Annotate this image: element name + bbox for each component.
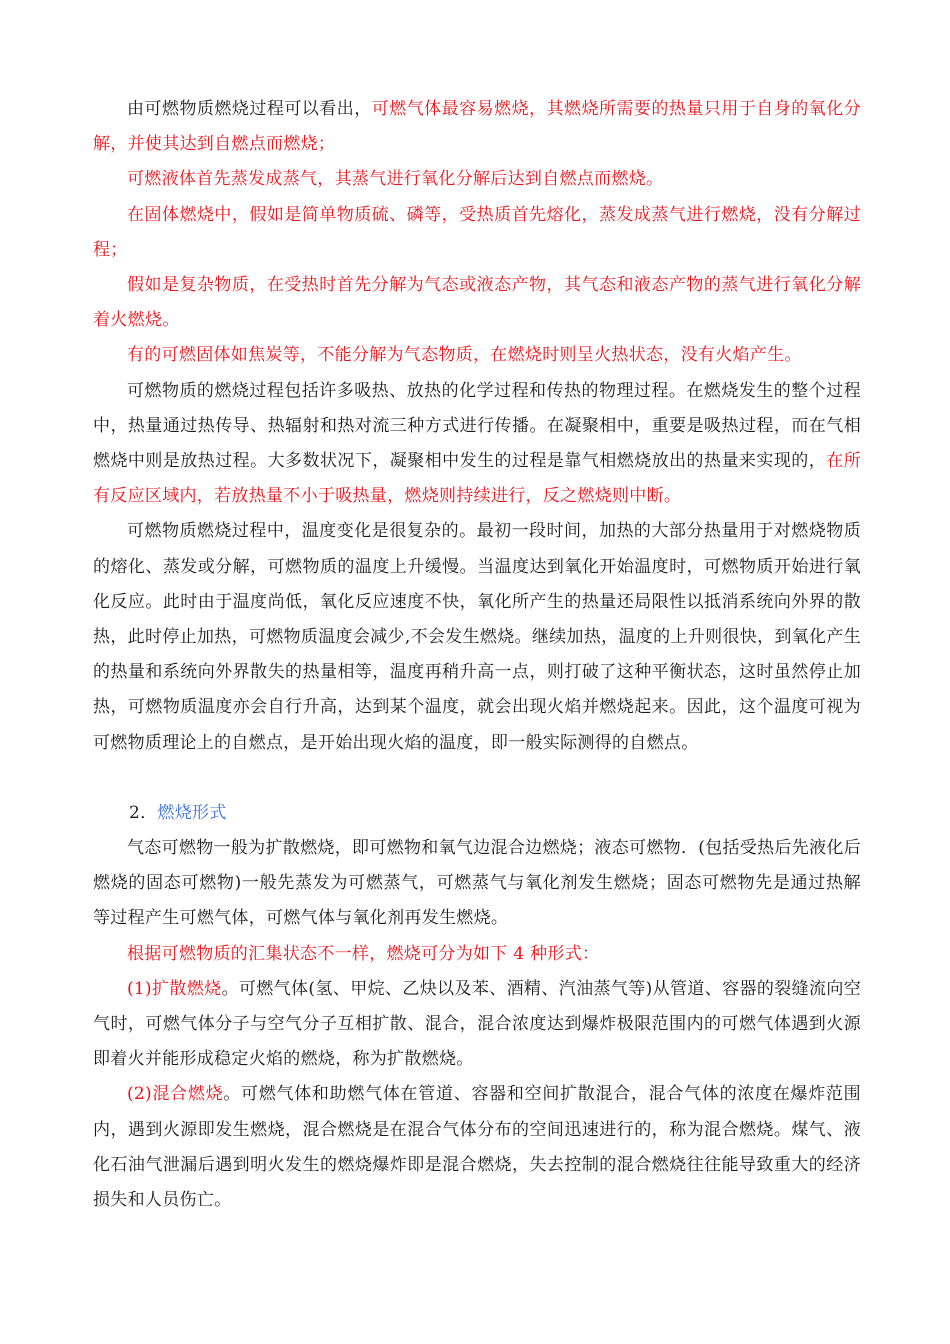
section-title: 燃烧形式 — [157, 802, 227, 823]
section-heading — [93, 796, 861, 831]
paragraph-premixed — [93, 1077, 861, 1218]
paragraph-complex-solid: 假如是复杂物质，在受热时首先分解为气态或液态产物，其气态和液态产物的蒸气进行氧化分解着火燃烧。 — [93, 275, 861, 331]
term-label: (1)扩散燃烧 — [127, 978, 222, 999]
text-highlight: 在所有反应区域内，若放热量不小于吸热量，燃烧则持续进行，反之燃烧则中断。 — [93, 451, 861, 507]
paragraph-forms-overview: 气态可燃物一般为扩散燃烧，即可燃物和氧气边混合边燃烧；液态可燃物．(包括受热后先液化后燃烧的固态可燃物)一般先蒸发为可燃蒸气，可燃蒸气与氧化剂发生燃烧；固态可燃物先是通过热解等过程产生可燃气体，可燃气体与氧化剂再发生燃烧。 — [93, 838, 861, 929]
paragraph-four-forms: 根据可燃物质的汇集状态不一样，燃烧可分为如下 4 种形式： — [127, 943, 600, 964]
term-text: 。可燃气体(氢、甲烷、乙炔以及苯、酒精、汽油蒸气等)从管道、容器的裂缝流向空气时，可燃气体分子与空气分子互相扩散、混合，混合浓度达到爆炸极限范围内的可燃气体遇到火源即着火并能形成稳定火焰的燃烧，称为扩散燃烧。 — [93, 978, 861, 1070]
paragraph-coke: 有的可燃固体如焦炭等，不能分解为气态物质，在燃烧时则呈火热状态，没有火焰产生。 — [127, 345, 802, 366]
text-highlight: 可燃气体最容易燃烧，其燃烧所需要的热量只用于自身的氧化分解，并使其达到自燃点而燃烧； — [93, 99, 861, 155]
text-intro: 由可燃物质燃烧过程可以看出， — [127, 99, 372, 119]
section-number: 2． — [129, 802, 158, 823]
text-body: 可燃物质的燃烧过程包括许多吸热、放热的化学过程和传热的物理过程。在燃烧发生的整个过程中，热量通过热传导、热辐射和热对流三种方式进行传播。在凝聚相中，重要是吸热过程，而在气相燃烧中则是放热过程。大多数状况下，凝聚相中发生的过程是靠气相燃烧放出的热量来实现的， — [93, 380, 861, 472]
paragraph-diffusion — [93, 972, 861, 1078]
paragraph-heat-process — [93, 374, 861, 515]
document-body — [93, 92, 861, 1218]
term-label: (2)混合燃烧 — [127, 1084, 224, 1105]
term-text: 。可燃气体和助燃气体在管道、容器和空间扩散混合，混合气体的浓度在爆炸范围内，遇到火源即发生燃烧，混合燃烧是在混合气体分布的空间迅速进行的，称为混合燃烧。煤气、液化石油气泄漏后遇到明火发生的燃烧爆炸即是混合燃烧，失去控制的混合燃烧往往能导致重大的经济损失和人员伤亡。 — [93, 1084, 861, 1211]
section-spacer — [93, 761, 861, 796]
paragraph-simple-solid: 在固体燃烧中，假如是简单物质硫、磷等，受热质首先熔化，蒸发成蒸气进行燃烧，没有分解过程； — [93, 204, 861, 260]
paragraph-liquid-combustion: 可燃液体首先蒸发成蒸气，其蒸气进行氧化分解后达到自燃点而燃烧。 — [127, 169, 664, 190]
paragraph-gas-combustion — [93, 92, 861, 162]
paragraph-temperature: 可燃物质燃烧过程中，温度变化是很复杂的。最初一段时间，加热的大部分热量用于对燃烧物质的熔化、蒸发或分解，可燃物质的温度上升缓慢。当温度达到氧化开始温度时，可燃物质开始进行氧化反应。此时由于温度尚低，氧化反应速度不快，氧化所产生的热量还局限性以抵消系统向外界的散热，此时停止加热，可燃物质温度会减少,不会发生燃烧。继续加热，温度的上升则很快，到氧化产生的热量和系统向外界散失的热量相等，温度再稍升高一点，则打破了这种平衡状态，这时虽然停止加热，可燃物质温度亦会自行升高，达到某个温度，就会出现火焰并燃烧起来。因此，这个温度可视为可燃物质理论上的自燃点，是开始出现火焰的温度，即一般实际测得的自燃点。 — [93, 521, 861, 753]
